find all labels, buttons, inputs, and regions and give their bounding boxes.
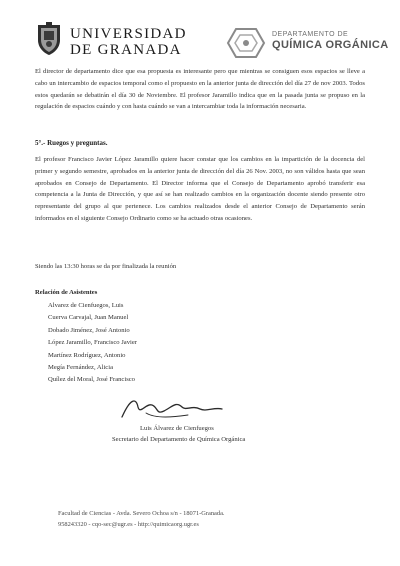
- attendees-list: [48, 300, 137, 387]
- list-item: Alvarez de Cienfuegos, Luis: [48, 302, 124, 309]
- list-item: Martínez Rodríguez, Antonio: [48, 351, 126, 359]
- list-item: Cuerva Carvajal, Juan Manuel: [48, 314, 129, 322]
- list-item: Dobado Jiménez, José Antonio: [48, 326, 130, 334]
- department-name-small: DEPARTAMENTO DE: [272, 31, 349, 38]
- list-item: Quílez del Moral, José Francisco: [48, 376, 135, 384]
- handwritten-signature: [116, 393, 226, 423]
- section-heading-ruegos: 5°.- Ruegos y preguntas.: [35, 139, 108, 147]
- department-hexagon-logo-icon: [226, 27, 266, 59]
- university-name: [70, 26, 187, 58]
- footer-address: Facultad de Ciencias - Avda. Severo Ochoa s/n - 18071-Granada.: [58, 510, 225, 517]
- signatory-name: Luis Álvarez de Cienfuegos: [140, 425, 214, 432]
- department-name: [272, 29, 389, 51]
- university-crest-icon: [36, 22, 62, 56]
- minutes-paragraph-1: El director de departamento dice que esa propuesta es interesante pero que mientras se consiguen esos espacios se lleve a cabo un intercambio de espacios temporal como el propuesto en la anterior junta de dirección del día 27 de nov 2003. Todos estos quedarán se debatirán el día 30 de Noviembre. El profesor Jaramillo indica que en la pasada junta se propuso en la regulación de espacios cuándo y con hasta cuándo se van a intercambiar toda la información necesaria.: [35, 68, 365, 111]
- attendees-heading: Relación de Asistentes: [35, 289, 98, 296]
- signatory-role: Secretario del Departamento de Química Orgánica: [112, 436, 246, 443]
- closing-statement: Siendo las 13:30 horas se da por finalizada la reunión: [35, 263, 177, 270]
- university-name-line-1: UNIVERSIDAD: [70, 26, 187, 42]
- department-name-big: QUÍMICA ORGÁNICA: [272, 39, 389, 51]
- list-item: Megía Fernández, Alicia: [48, 364, 113, 372]
- university-name-line-2: DE GRANADA: [70, 42, 182, 58]
- footer-contact: 958243320 - cqo-sec@ugr.es - http://quimicaorg.ugr.es: [58, 521, 199, 528]
- minutes-paragraph-2: El profesor Francisco Javier López Jaramillo quiere hacer constar que los cambios en la impartición de la docencia del primer y segundo semestre, aprobados en la anterior junta de dirección del día 26 Nov. 2003, no son válidos hasta que sean aprobados en Consejo de Departamento. El Director informa que el Consejo de Departamento aprobó transferir esa competencia a la Junta de Dirección, y que así se han realizado cambios en la organización docente siendo presente otro representante del grupo al que pertenece. Los cambios realizados desde el anterior Consejo de Departamento serán informados en el siguiente Consejo Ordinario como se ha actuado otras ocasiones.: [35, 156, 365, 222]
- letterhead: [0, 0, 400, 74]
- footer: [58, 508, 358, 530]
- list-item: López Jaramillo, Francisco Javier: [48, 339, 137, 347]
